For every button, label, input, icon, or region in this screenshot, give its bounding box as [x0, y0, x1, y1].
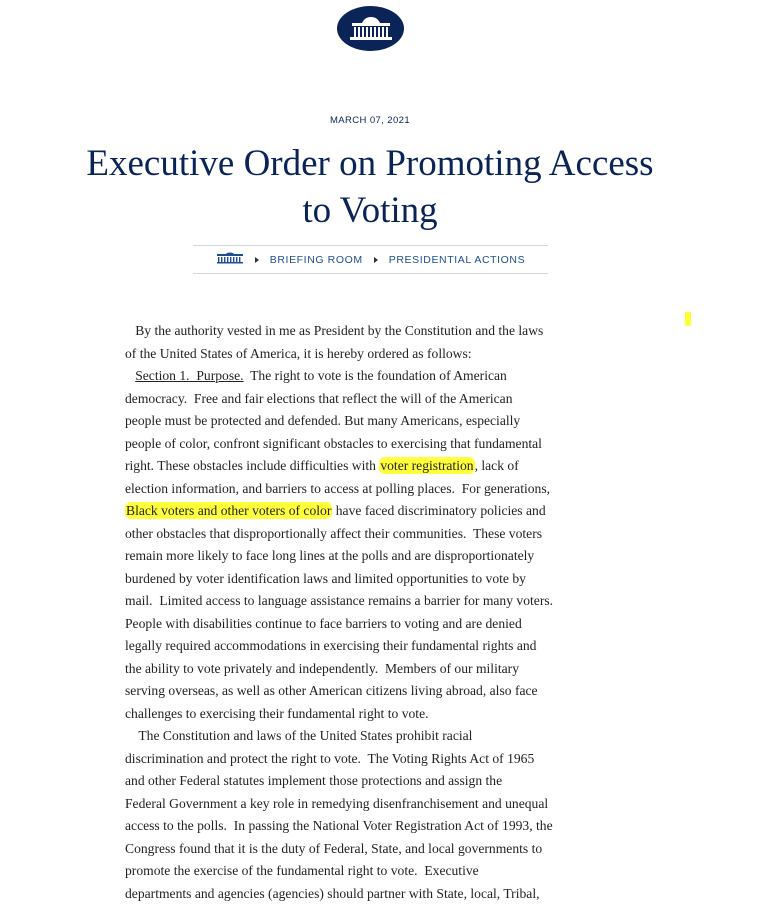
white-house-logo[interactable] [337, 6, 404, 51]
highlighted-text: Black voters and other voters of color [125, 502, 332, 519]
body-text-segment: , lack of [475, 458, 519, 473]
body-text-segment: Congress found that it is the duty of Federal, State, and local governments to [125, 841, 542, 856]
body-text-segment: The right to vote is the foundation of American [244, 368, 507, 383]
body-line [125, 815, 625, 838]
breadcrumb-presidential-actions[interactable]: PRESIDENTIAL ACTIONS [389, 254, 525, 266]
body-line [125, 433, 625, 456]
body-text-segment: the ability to vote privately and independently. Members of our military [125, 661, 519, 676]
page-title-line-1: Executive Order on Promoting Access [86, 143, 653, 184]
body-line [125, 500, 625, 523]
white-house-icon[interactable] [216, 252, 244, 267]
body-text-segment: people of color, confront significant obstacles to exercising that fundamental [125, 436, 542, 451]
body-text-segment: departments and agencies (agencies) should partner with State, local, Tribal, [125, 886, 540, 901]
body-text-segment: democracy. Free and fair elections that reflect the will of the American [125, 391, 513, 406]
page-title-line-2: to Voting [302, 190, 437, 231]
body-text-segment [125, 368, 135, 383]
body-text-segment: discrimination and protect the right to vote. The Voting Rights Act of 1965 [125, 751, 534, 766]
body-line [125, 680, 625, 703]
body-line [125, 568, 625, 591]
body-text-segment: remain more likely to face long lines at the polls and are disproportionately [125, 548, 534, 563]
breadcrumb [193, 245, 548, 274]
highlight-mark [685, 312, 691, 326]
body-text-segment: people must be protected and defended. But many Americans, especially [125, 413, 520, 428]
body-line [125, 793, 625, 816]
body-line [125, 545, 625, 568]
page-title [20, 140, 720, 234]
order-body-text [125, 320, 625, 905]
body-line [125, 613, 625, 636]
body-text-segment: right. These obstacles include difficulties with [125, 458, 379, 473]
body-line [125, 838, 625, 861]
body-line [125, 523, 625, 546]
body-text-segment: have faced discriminatory policies and [332, 503, 545, 518]
chevron-right-icon [255, 257, 259, 263]
body-text-segment: legally required accommodations in exercising their fundamental rights and [125, 638, 536, 653]
body-text-segment: election information, and barriers to access at polling places. For generations, [125, 481, 550, 496]
body-text-segment: burdened by voter identification laws and limited opportunities to vote by [125, 571, 526, 586]
body-line [125, 860, 625, 883]
body-line [125, 410, 625, 433]
body-line [125, 770, 625, 793]
body-line [125, 365, 625, 388]
body-line [125, 635, 625, 658]
body-line [125, 320, 625, 343]
body-text-segment: The Constitution and laws of the United States prohibit racial [125, 728, 472, 743]
body-text-segment: challenges to exercising their fundamental right to vote. [125, 706, 429, 721]
body-line [125, 703, 625, 726]
body-text-segment: and other Federal statutes implement those protections and assign the [125, 773, 502, 788]
body-text-segment: By the authority vested in me as President by the Constitution and the laws [125, 323, 543, 338]
body-text-segment: mail. Limited access to language assistance remains a barrier for many voters. [125, 593, 553, 608]
body-line [125, 343, 625, 366]
body-text-segment: serving overseas, as well as other American citizens living abroad, also face [125, 683, 538, 698]
body-text-segment: People with disabilities continue to face barriers to voting and are denied [125, 616, 522, 631]
body-line [125, 590, 625, 613]
highlighted-text: voter registration [379, 457, 474, 474]
body-text-segment: of the United States of America, it is hereby ordered as follows: [125, 346, 472, 361]
body-line [125, 388, 625, 411]
body-text-segment: Federal Government a key role in remedying disenfranchisement and unequal [125, 796, 548, 811]
body-line [125, 455, 625, 478]
white-house-seal-icon [346, 15, 396, 43]
body-text-segment: promote the exercise of the fundamental right to vote. Executive [125, 863, 479, 878]
body-text-segment: other obstacles that disproportionally affect their communities. These voters [125, 526, 542, 541]
chevron-right-icon [374, 257, 378, 263]
publish-date: MARCH 07, 2021 [0, 115, 740, 126]
body-line [125, 725, 625, 748]
section-heading: Section 1. Purpose. [135, 368, 243, 383]
body-line [125, 658, 625, 681]
breadcrumb-briefing-room[interactable]: BRIEFING ROOM [270, 254, 363, 266]
body-line [125, 478, 625, 501]
body-line [125, 883, 625, 905]
body-text-segment: access to the polls. In passing the National Voter Registration Act of 1993, the [125, 818, 553, 833]
body-line [125, 748, 625, 771]
